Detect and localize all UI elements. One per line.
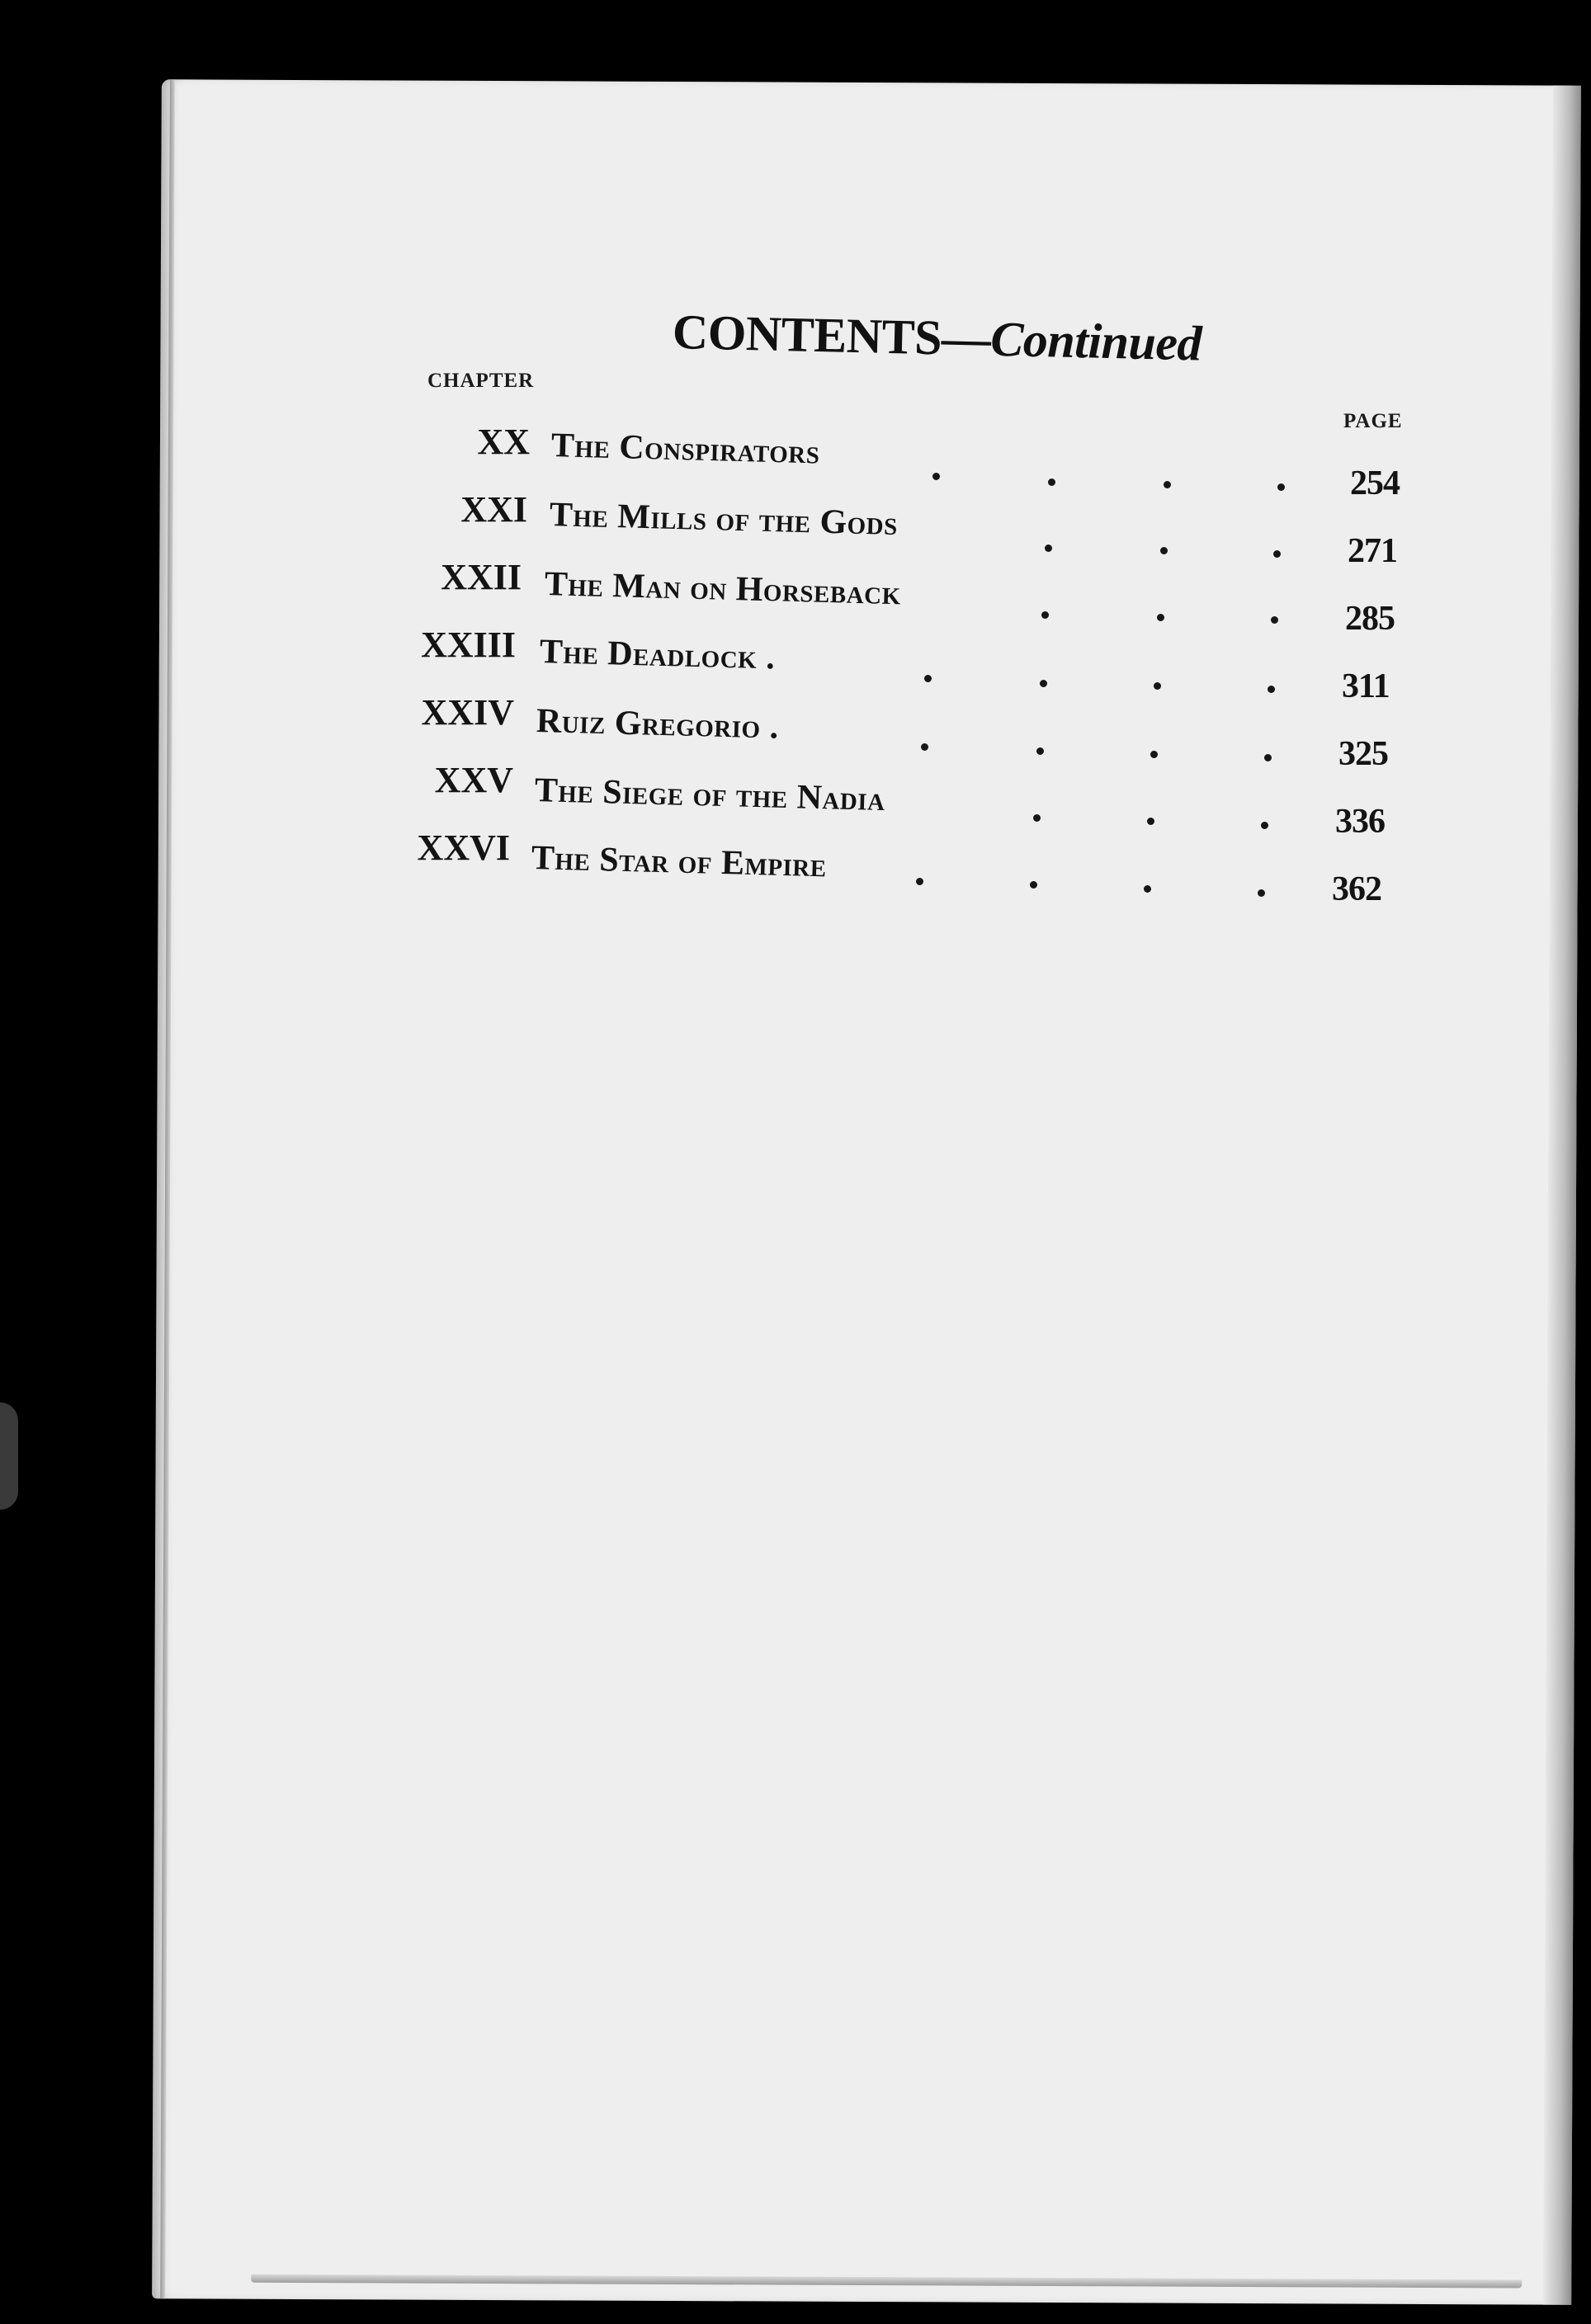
- chapter-title: The Man on Horseback: [544, 565, 902, 613]
- chapter-title: The Mills of the Gods: [549, 496, 899, 544]
- chapter-title: The Conspirators: [550, 427, 821, 472]
- page-number: 311: [1342, 667, 1390, 705]
- leader-dot: [1164, 481, 1171, 488]
- title-trailing-dot: .: [756, 638, 776, 677]
- title-trailing-dot: .: [760, 708, 780, 747]
- leader-dot: [1033, 814, 1041, 822]
- leader-dot: [1147, 818, 1154, 825]
- page-number: 362: [1332, 870, 1381, 908]
- leader-dot: [1258, 889, 1265, 897]
- chapter-title-text: Ruiz Gregorio: [536, 702, 762, 747]
- toc-row: [0, 827, 1591, 908]
- leader-dot: [1154, 682, 1161, 690]
- title-continued: Continued: [989, 311, 1202, 371]
- page-number: 254: [1350, 464, 1400, 502]
- leader-dot: [932, 473, 940, 480]
- chapter-numeral: XXVI: [417, 827, 510, 868]
- leader-dot: [921, 743, 928, 751]
- chapter-numeral: XXIII: [421, 625, 516, 665]
- leader-dot: [1150, 751, 1158, 758]
- chapter-numeral: XX: [477, 422, 530, 462]
- title-main: CONTENTS—: [672, 304, 992, 366]
- leader-dot: [1157, 614, 1164, 621]
- page-number: 271: [1348, 532, 1397, 570]
- page-column-label: PAGE: [1343, 410, 1403, 432]
- leader-dot: [1144, 885, 1151, 893]
- chapter-numeral: XXI: [460, 489, 527, 530]
- page-number: 285: [1345, 600, 1395, 638]
- leader-dot: [916, 878, 923, 885]
- leader-dot: [1040, 680, 1047, 687]
- toc-row: [0, 556, 1591, 638]
- toc-row: [0, 624, 1591, 705]
- chapter-title: [539, 632, 776, 677]
- toc-row: [0, 421, 1591, 502]
- chapter-title: The Siege of the Nadia: [534, 771, 886, 819]
- page-number: 336: [1335, 803, 1385, 841]
- toc-row: [0, 759, 1591, 841]
- leader-dot: [1045, 544, 1052, 552]
- leader-dot: [1271, 616, 1278, 624]
- leader-dot: [1160, 547, 1168, 554]
- leader-dot: [1048, 478, 1055, 486]
- chapter-numeral: XXII: [441, 557, 522, 597]
- chapter-column-label: CHAPTER: [427, 370, 535, 392]
- leader-dot: [1041, 611, 1049, 619]
- chapter-numeral: XXIV: [421, 692, 514, 733]
- leader-dot: [1036, 747, 1044, 755]
- toc-row: [0, 691, 1591, 773]
- chapter-title-text: The Deadlock: [539, 633, 758, 676]
- leader-dot: [924, 675, 932, 682]
- chapter-title: The Star of Empire: [531, 839, 828, 885]
- chapter-numeral: XXV: [434, 760, 513, 800]
- page-number: 325: [1338, 735, 1388, 773]
- chapter-title: [536, 701, 779, 747]
- leader-dot: [1030, 881, 1037, 889]
- toc-row: [0, 488, 1591, 570]
